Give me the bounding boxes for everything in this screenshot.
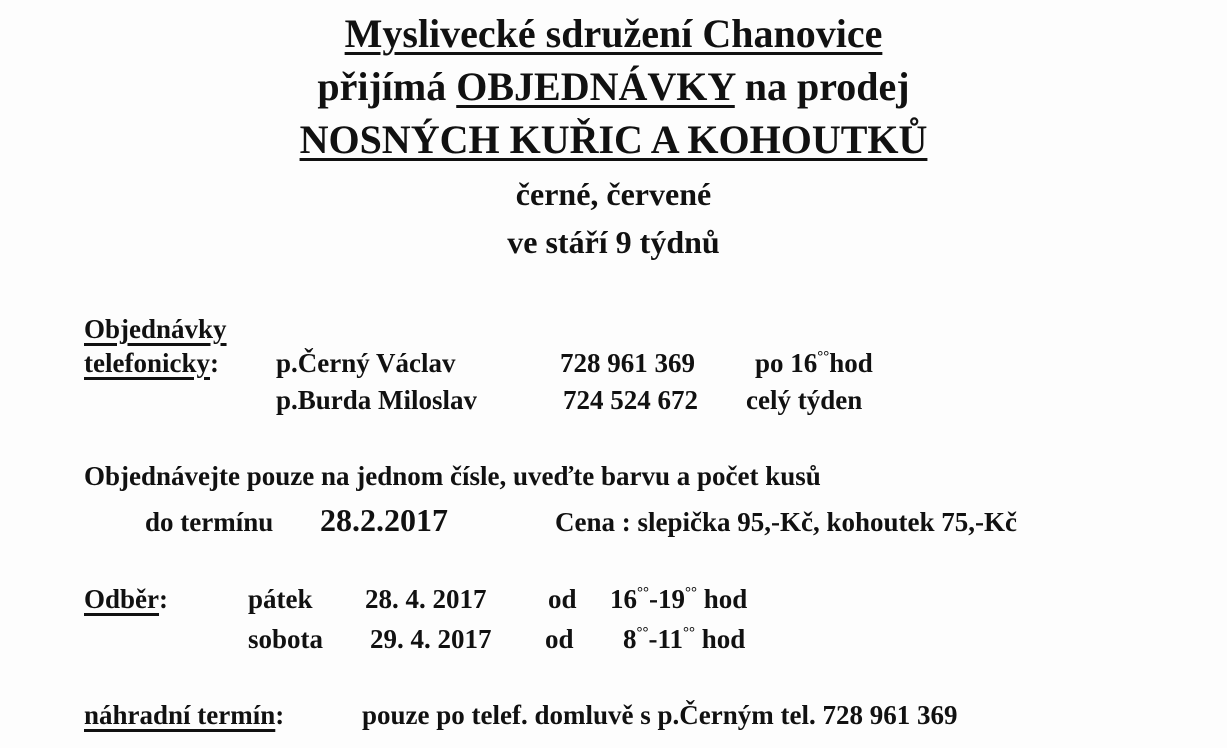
pickup-time-unit: hod [697, 584, 748, 614]
contact-availability [755, 346, 873, 385]
pickup-label [84, 582, 168, 616]
deadline-date: 28.2.2017 [320, 502, 448, 538]
contact-phone: 728 961 369 [560, 348, 695, 378]
contact-availability: celý týden [746, 385, 863, 415]
orders-label-line1-text: Objednávky [84, 314, 227, 344]
title-product-text: NOSNÝCH KUŘIC A KOHOUTKŮ [299, 117, 928, 162]
alternate-label-colon: : [275, 700, 285, 730]
title-organization-text: Myslivecké sdružení Chanovice [344, 11, 883, 56]
title-orders-post: na prodej [734, 64, 910, 109]
title-product [0, 116, 1227, 164]
pickup-time-start-sup: °° [637, 585, 649, 601]
title-orders-emphasis: OBJEDNÁVKY [456, 64, 735, 109]
pickup-time-start: 8 [623, 624, 637, 654]
deadline-label: do termínu [145, 507, 274, 537]
alternate-label-text: náhradní termín [84, 700, 276, 730]
pickup-time-end: -19 [649, 584, 685, 614]
pickup-od: od [545, 624, 574, 654]
contact-name: p.Burda Miloslav [276, 385, 478, 415]
alternate-label [84, 698, 284, 732]
pickup-day: pátek [248, 584, 313, 614]
pickup-time [610, 582, 747, 621]
pickup-time-start-sup: °° [636, 625, 649, 641]
pickup-time-end-sup: °° [685, 585, 697, 601]
pickup-time-end: -11 [648, 624, 684, 654]
contact-availability-sup: °° [817, 349, 830, 365]
contact-availability-post: hod [829, 348, 873, 378]
pickup-day: sobota [248, 624, 324, 654]
orders-label-colon: : [209, 348, 219, 378]
subtitle-age: ve stáří 9 týdnů [507, 224, 720, 260]
alternate-text: pouze po telef. domluvě s p.Černým tel. 728 961 369 [362, 700, 958, 730]
pickup-time [623, 622, 745, 661]
orders-label-line2-text: telefonicky [84, 348, 210, 378]
order-instruction: Objednávejte pouze na jednom čísle, uveďte barvu a počet kusů [84, 461, 821, 491]
pickup-time-unit: hod [695, 624, 746, 654]
pickup-time-start: 16 [610, 584, 637, 614]
contact-name: p.Černý Václav [276, 348, 456, 378]
title-orders-pre: přijímá [317, 64, 457, 109]
contact-availability-pre: po 16 [755, 348, 818, 378]
pickup-date: 29. 4. 2017 [370, 624, 492, 654]
subtitle-colors: černé, červené [515, 176, 712, 212]
title-organization [0, 10, 1227, 58]
pickup-time-end-sup: °° [683, 625, 696, 641]
pickup-date: 28. 4. 2017 [365, 584, 487, 614]
orders-label-line1 [84, 312, 227, 346]
title-orders-line [0, 63, 1227, 111]
pickup-label-colon: : [159, 584, 169, 614]
contact-phone: 724 524 672 [563, 385, 698, 415]
pickup-od: od [548, 584, 577, 614]
orders-label-line2 [84, 346, 219, 380]
pickup-label-text: Odběr [84, 584, 160, 614]
price-info: Cena : slepička 95,-Kč, kohoutek 75,-Kč [555, 507, 1017, 537]
